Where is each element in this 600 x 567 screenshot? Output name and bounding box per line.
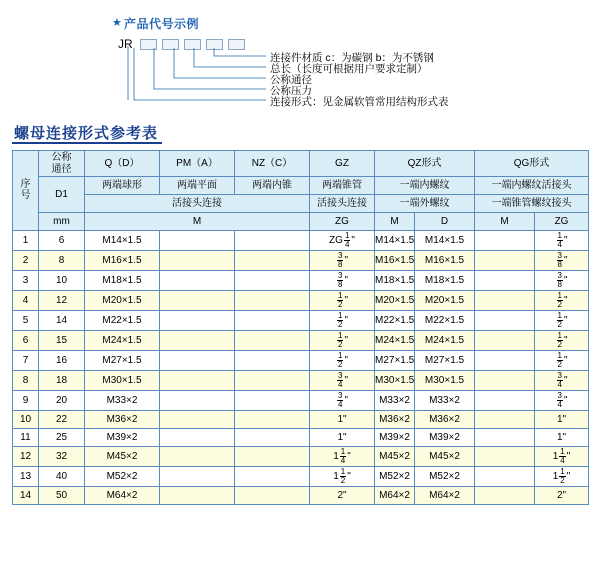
cell-dn: 20 [39, 391, 85, 411]
cell-pm [160, 271, 235, 291]
cell-seq: 3 [13, 271, 39, 291]
cell-qg-zg: 1 $\frac{1}{2}$ " [535, 467, 589, 487]
header-desc-pm: 两端平面 [160, 177, 235, 195]
cell-nz [235, 371, 310, 391]
cell-nz [235, 391, 310, 411]
cell-qz-d: M64×2 [415, 487, 475, 505]
cell-pm [160, 487, 235, 505]
header-desc-nz: 两端内锥 [235, 177, 310, 195]
cell-qg-zg: $\frac{1}{2}$ " [535, 311, 589, 331]
cell-dn: 14 [39, 311, 85, 331]
cell-qz-d: M52×2 [415, 467, 475, 487]
nut-connection-table [12, 150, 589, 505]
header-desc-qg: 一端内螺纹活接头 [475, 177, 589, 195]
cell-qg-zg: 2" [535, 487, 589, 505]
cell-qz-m: M27×1.5 [375, 351, 415, 371]
cell-qz-d: M36×2 [415, 411, 475, 429]
cell-qg-m [475, 467, 535, 487]
header-seq: 序 号 [13, 151, 39, 231]
cell-qz-m: M39×2 [375, 429, 415, 447]
cell-gz: 1" [310, 429, 375, 447]
cell-qg-zg: 1 $\frac{1}{4}$ " [535, 447, 589, 467]
cell-pm [160, 411, 235, 429]
legend-material: 连接件材质 c：为碳钢 b：为不锈钢 [270, 52, 434, 64]
table-row [13, 429, 589, 447]
table-row [13, 351, 589, 371]
table-body [13, 231, 589, 505]
cell-qz-m: M33×2 [375, 391, 415, 411]
cell-gz: $\frac{3}{4}$ " [310, 371, 375, 391]
cell-nz [235, 429, 310, 447]
cell-pm [160, 391, 235, 411]
legend-total-length: 总长（长度可根据用户要求定制） [270, 63, 428, 75]
cell-qg-zg: $\frac{1}{2}$ " [535, 351, 589, 371]
cell-qz-m: M52×2 [375, 467, 415, 487]
table-row [13, 411, 589, 429]
table-header [13, 151, 589, 231]
table-row [13, 487, 589, 505]
cell-qg-m [475, 487, 535, 505]
header-group-pm: PM（A） [160, 151, 235, 177]
cell-qg-m [475, 291, 535, 311]
cell-seq: 14 [13, 487, 39, 505]
header-group-q: Q（D） [85, 151, 160, 177]
cell-qz-m: M24×1.5 [375, 331, 415, 351]
cell-q: M33×2 [85, 391, 160, 411]
cell-qz-d: M39×2 [415, 429, 475, 447]
cell-qg-m [475, 351, 535, 371]
cell-nz [235, 271, 310, 291]
cell-seq: 10 [13, 411, 39, 429]
cell-qg-m [475, 429, 535, 447]
cell-q: M39×2 [85, 429, 160, 447]
legend-nominal-pressure: 公称压力 [270, 85, 312, 97]
legend-nominal-diameter: 公称通径 [270, 74, 312, 86]
cell-qz-d: M27×1.5 [415, 351, 475, 371]
cell-nz [235, 251, 310, 271]
table-row [13, 251, 589, 271]
cell-qg-zg: $\frac{3}{8}$ " [535, 271, 589, 291]
product-code-example [0, 0, 600, 126]
header-group-qz: QZ形式 [375, 151, 475, 177]
header-desc2-qz: 一端外螺纹 [375, 195, 475, 213]
cell-nz [235, 311, 310, 331]
cell-pm [160, 231, 235, 251]
cell-dn: 50 [39, 487, 85, 505]
cell-pm [160, 467, 235, 487]
cell-qz-m: M64×2 [375, 487, 415, 505]
cell-qz-m: M20×1.5 [375, 291, 415, 311]
cell-q: M27×1.5 [85, 351, 160, 371]
cell-qz-m: M45×2 [375, 447, 415, 467]
cell-gz: 1" [310, 411, 375, 429]
cell-qg-m [475, 251, 535, 271]
cell-q: M24×1.5 [85, 331, 160, 351]
cell-qz-m: M14×1.5 [375, 231, 415, 251]
cell-qg-m [475, 271, 535, 291]
cell-qg-m [475, 331, 535, 351]
cell-pm [160, 291, 235, 311]
cell-seq: 1 [13, 231, 39, 251]
cell-seq: 6 [13, 331, 39, 351]
table-row [13, 391, 589, 411]
table-row [13, 231, 589, 251]
cell-nz [235, 487, 310, 505]
header-desc-gz: 两端锥管 [310, 177, 375, 195]
cell-q: M52×2 [85, 467, 160, 487]
cell-gz: 1 $\frac{1}{2}$ " [310, 467, 375, 487]
header-row-desc [13, 177, 589, 195]
cell-q: M64×2 [85, 487, 160, 505]
cell-pm [160, 351, 235, 371]
cell-qz-d: M45×2 [415, 447, 475, 467]
cell-qz-d: M18×1.5 [415, 271, 475, 291]
header-row-join [13, 195, 589, 213]
cell-pm [160, 371, 235, 391]
header-group-gz: GZ [310, 151, 375, 177]
cell-seq: 8 [13, 371, 39, 391]
star-icon: ★ [112, 17, 122, 29]
cell-nz [235, 467, 310, 487]
cell-q: M36×2 [85, 411, 160, 429]
cell-qz-d: M14×1.5 [415, 231, 475, 251]
cell-qg-zg: $\frac{3}{8}$ " [535, 251, 589, 271]
code-prefix: JR [118, 37, 133, 51]
cell-gz: $\frac{3}{8}$ " [310, 271, 375, 291]
cell-qg-zg: $\frac{1}{2}$ " [535, 331, 589, 351]
header-group-qg: QG形式 [475, 151, 589, 177]
cell-qg-m [475, 447, 535, 467]
title-underline [12, 142, 162, 144]
cell-qg-zg: 1" [535, 411, 589, 429]
cell-pm [160, 447, 235, 467]
header-sub-qz-d: D [415, 213, 475, 231]
cell-seq: 7 [13, 351, 39, 371]
header-sub-qg-zg: ZG [535, 213, 589, 231]
header-dn-label: 公称 通径 [39, 151, 85, 177]
cell-gz: $\frac{1}{2}$ " [310, 291, 375, 311]
cell-seq: 12 [13, 447, 39, 467]
cell-qz-m: M22×1.5 [375, 311, 415, 331]
cell-gz: $\frac{1}{2}$ " [310, 351, 375, 371]
legend-connection-type: 连接形式：见金属软管常用结构形式表 [270, 96, 449, 108]
header-row-code [13, 151, 589, 177]
cell-seq: 5 [13, 311, 39, 331]
cell-qz-d: M22×1.5 [415, 311, 475, 331]
code-example-title: 产品代号示例 [124, 17, 200, 31]
cell-qz-m: M18×1.5 [375, 271, 415, 291]
cell-gz: $\frac{1}{2}$ " [310, 311, 375, 331]
table-row [13, 447, 589, 467]
cell-q: M45×2 [85, 447, 160, 467]
cell-q: M22×1.5 [85, 311, 160, 331]
cell-qg-m [475, 391, 535, 411]
cell-seq: 13 [13, 467, 39, 487]
table-row [13, 271, 589, 291]
header-row-units [13, 213, 589, 231]
cell-dn: 18 [39, 371, 85, 391]
header-join-gz: 活接头连接 [310, 195, 375, 213]
cell-nz [235, 411, 310, 429]
header-sub-zg: ZG [310, 213, 375, 231]
cell-q: M20×1.5 [85, 291, 160, 311]
cell-gz: 1 $\frac{1}{4}$ " [310, 447, 375, 467]
cell-dn: 6 [39, 231, 85, 251]
header-sub-m: M [85, 213, 310, 231]
cell-nz [235, 351, 310, 371]
cell-qg-zg: $\frac{1}{2}$ " [535, 291, 589, 311]
header-mm: mm [39, 213, 85, 231]
cell-q: M16×1.5 [85, 251, 160, 271]
cell-dn: 25 [39, 429, 85, 447]
cell-seq: 4 [13, 291, 39, 311]
table-row [13, 371, 589, 391]
cell-gz: $\frac{1}{2}$ " [310, 331, 375, 351]
cell-qg-m [475, 311, 535, 331]
cell-dn: 32 [39, 447, 85, 467]
header-group-nz: NZ（C） [235, 151, 310, 177]
header-d1: D1 [39, 177, 85, 213]
cell-seq: 11 [13, 429, 39, 447]
cell-pm [160, 311, 235, 331]
cell-qz-m: M16×1.5 [375, 251, 415, 271]
header-join-qpmnz: 活接头连接 [85, 195, 310, 213]
table-row [13, 467, 589, 487]
header-desc-q: 两端球形 [85, 177, 160, 195]
table-row [13, 311, 589, 331]
cell-qz-d: M33×2 [415, 391, 475, 411]
cell-q: M30×1.5 [85, 371, 160, 391]
cell-pm [160, 331, 235, 351]
cell-gz: 2" [310, 487, 375, 505]
table-row [13, 291, 589, 311]
cell-qg-m [475, 231, 535, 251]
cell-dn: 40 [39, 467, 85, 487]
cell-qg-zg: $\frac{3}{4}$ " [535, 371, 589, 391]
cell-nz [235, 331, 310, 351]
section-title: 螺母连接形式参考表 [14, 125, 159, 142]
cell-qz-d: M30×1.5 [415, 371, 475, 391]
cell-seq: 9 [13, 391, 39, 411]
cell-pm [160, 429, 235, 447]
cell-qz-m: M36×2 [375, 411, 415, 429]
cell-nz [235, 447, 310, 467]
cell-dn: 12 [39, 291, 85, 311]
header-sub-qg-m: M [475, 213, 535, 231]
cell-qz-m: M30×1.5 [375, 371, 415, 391]
table-row [13, 331, 589, 351]
header-sub-qz-m: M [375, 213, 415, 231]
cell-qg-zg: $\frac{1}{4}$ " [535, 231, 589, 251]
cell-q: M18×1.5 [85, 271, 160, 291]
cell-dn: 15 [39, 331, 85, 351]
cell-qz-d: M20×1.5 [415, 291, 475, 311]
cell-gz: ZG $\frac{1}{4}$ " [310, 231, 375, 251]
cell-pm [160, 251, 235, 271]
cell-nz [235, 291, 310, 311]
cell-gz: $\frac{3}{4}$ " [310, 391, 375, 411]
cell-qz-d: M24×1.5 [415, 331, 475, 351]
cell-seq: 2 [13, 251, 39, 271]
cell-gz: $\frac{3}{8}$ " [310, 251, 375, 271]
cell-qg-m [475, 411, 535, 429]
cell-qg-zg: $\frac{3}{4}$ " [535, 391, 589, 411]
cell-nz [235, 231, 310, 251]
cell-qz-d: M16×1.5 [415, 251, 475, 271]
header-desc2-qg: 一端锥管螺纹接头 [475, 195, 589, 213]
cell-qg-zg: 1" [535, 429, 589, 447]
cell-dn: 8 [39, 251, 85, 271]
cell-dn: 16 [39, 351, 85, 371]
cell-qg-m [475, 371, 535, 391]
cell-dn: 10 [39, 271, 85, 291]
header-desc-qz: 一端内螺纹 [375, 177, 475, 195]
cell-dn: 22 [39, 411, 85, 429]
cell-q: M14×1.5 [85, 231, 160, 251]
